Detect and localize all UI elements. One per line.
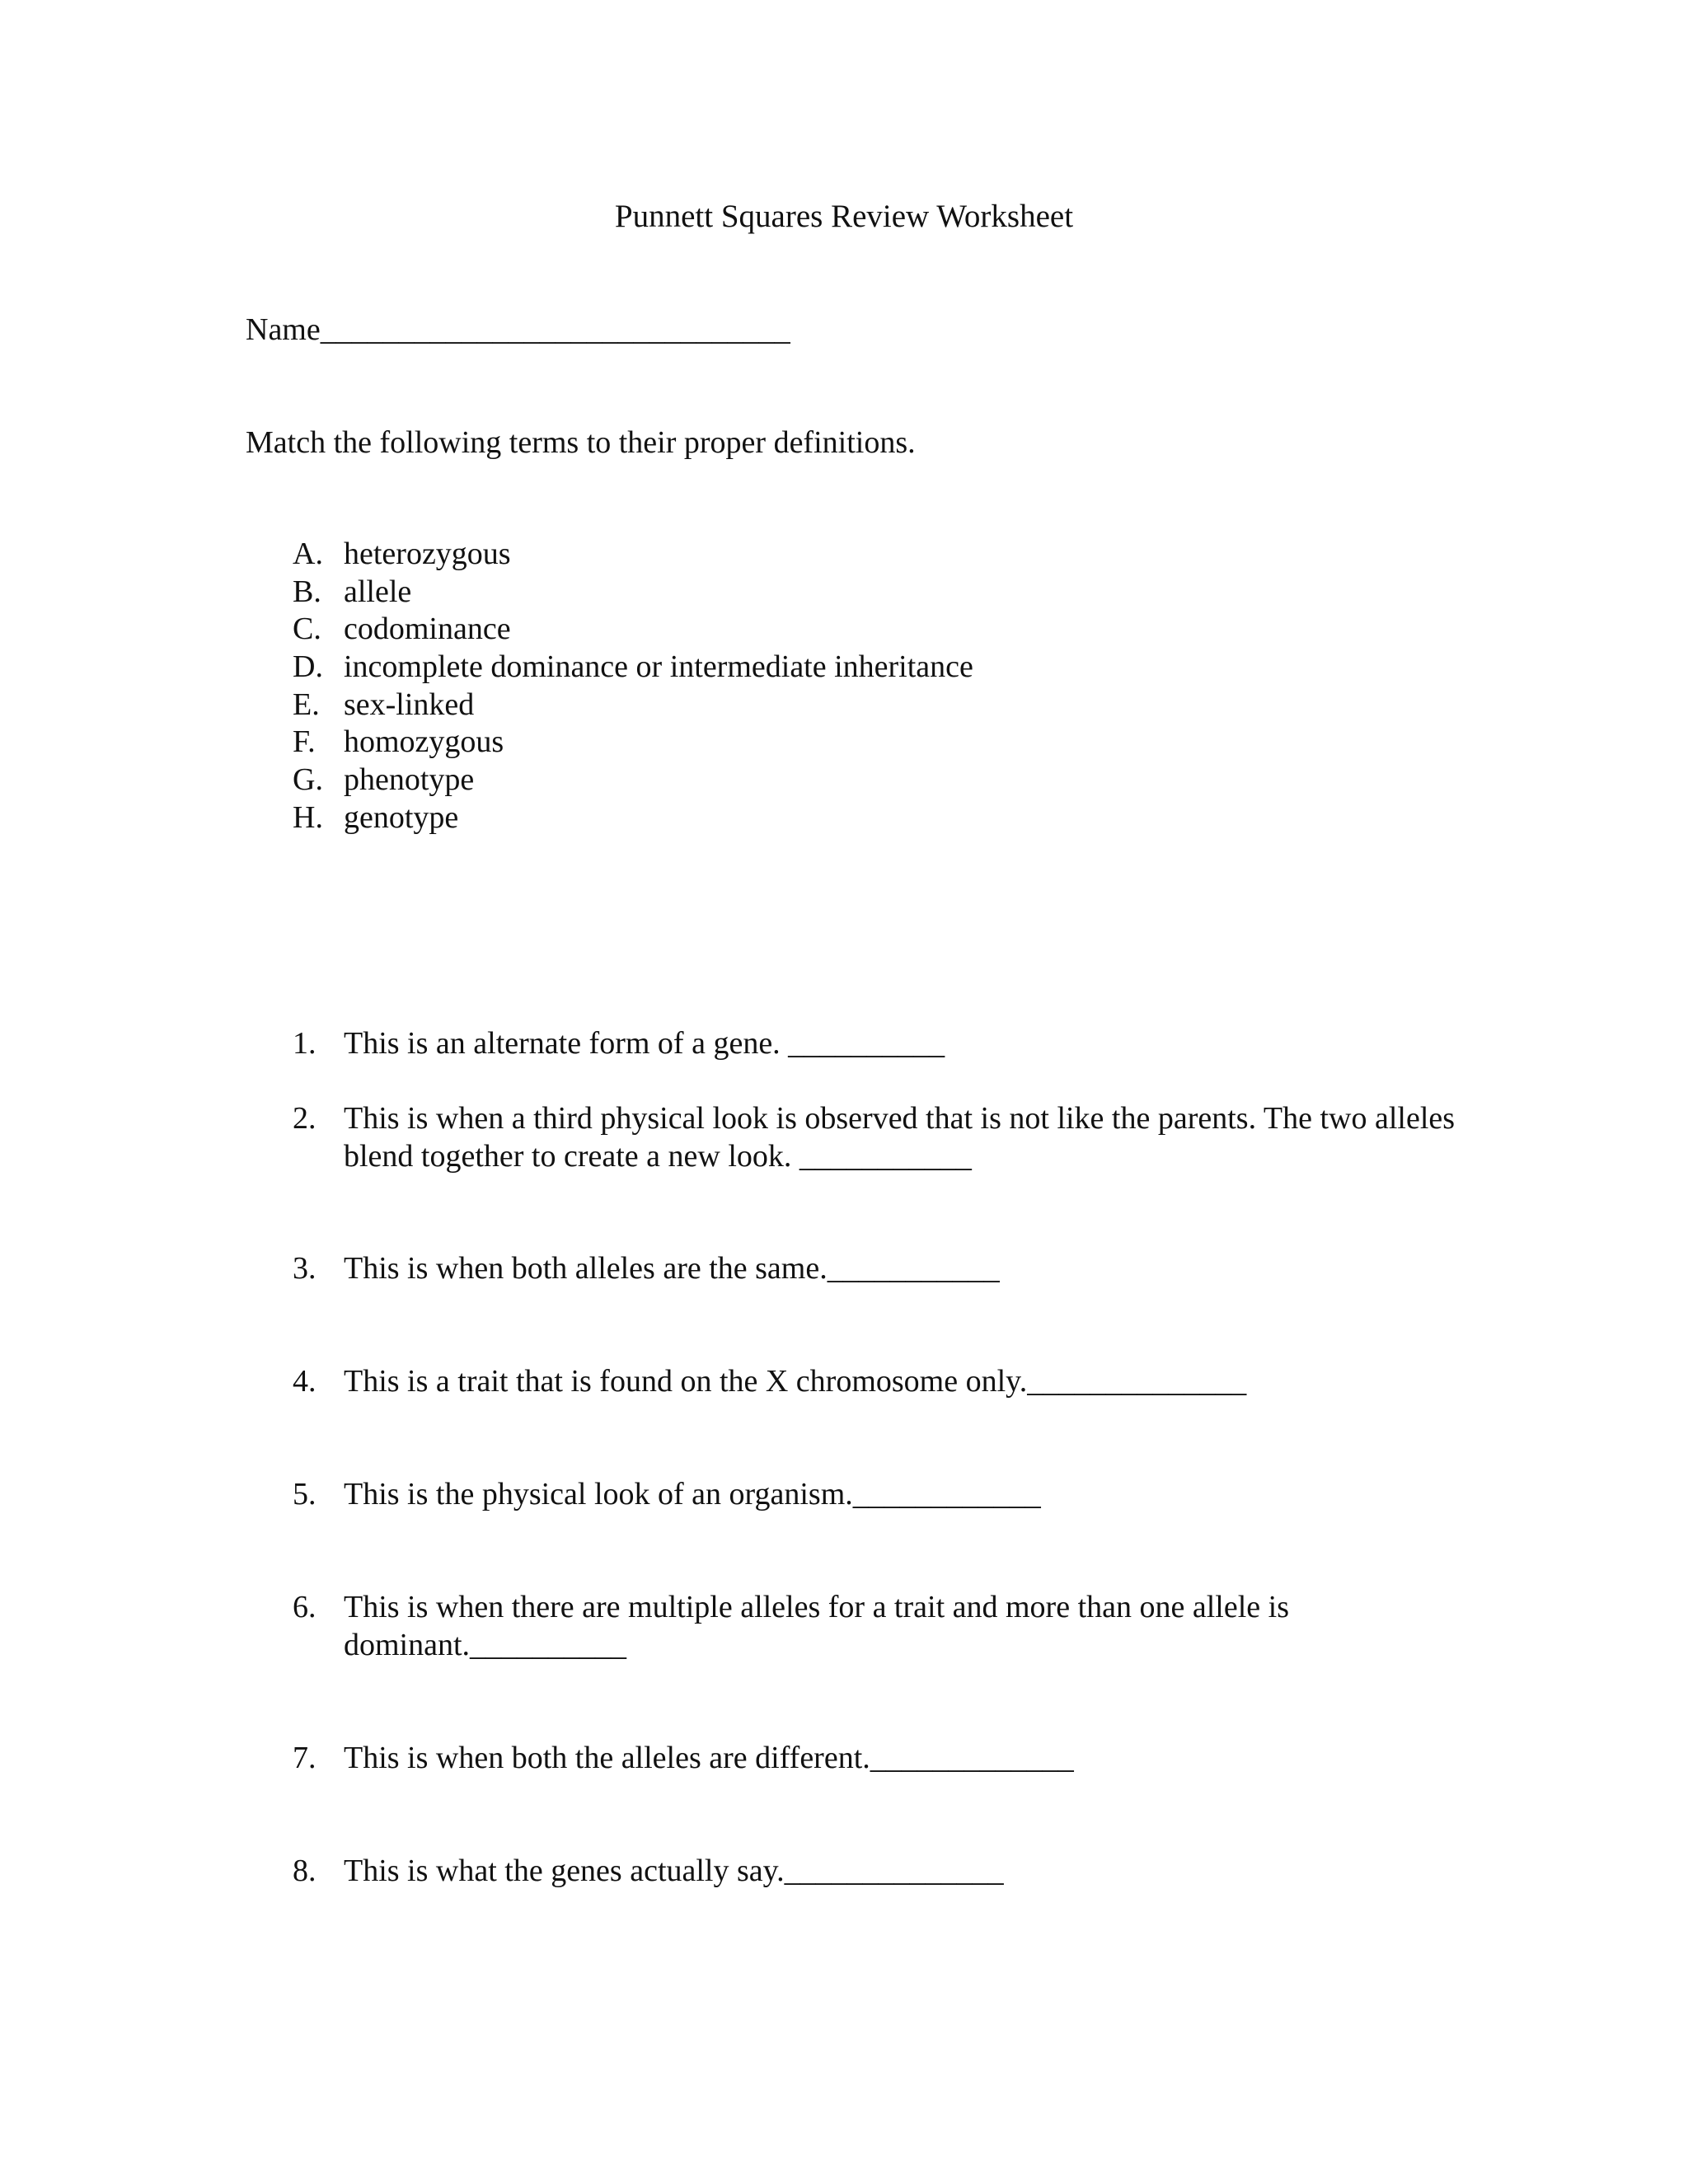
term-item-e — [293, 686, 474, 724]
term-text: codominance — [344, 612, 511, 646]
term-letter: C. — [293, 612, 321, 646]
question-number: 5. — [293, 1477, 316, 1511]
question-number: 3. — [293, 1251, 316, 1286]
term-text: phenotype — [344, 762, 475, 797]
page-title: Punnett Squares Review Worksheet — [614, 199, 1074, 234]
question-number: 7. — [293, 1741, 316, 1775]
term-text: homozygous — [344, 724, 504, 759]
question-text: This is when both the alleles are different._____________ — [344, 1741, 1074, 1775]
term-letter: E. — [293, 687, 320, 722]
question-text: This is a trait that is found on the X chromosome only.______________ — [344, 1364, 1247, 1399]
name-field[interactable]: Name______________________________ — [246, 312, 790, 347]
question-text: This is the physical look of an organism.____________ — [344, 1477, 1041, 1511]
term-item-d — [293, 648, 973, 686]
question-text: This is what the genes actually say.______________ — [344, 1854, 1004, 1888]
term-item-h — [293, 799, 458, 837]
question-number: 1. — [293, 1026, 316, 1061]
question-number: 8. — [293, 1854, 316, 1888]
question-text: This is when a third physical look is observed that is not like the parents. The two alleles blend together to create a new look. ___________ — [344, 1101, 1456, 1174]
term-letter: H. — [293, 800, 323, 835]
term-item-b — [293, 573, 411, 611]
term-item-a — [293, 535, 511, 573]
term-text: allele — [344, 574, 412, 609]
term-letter: F. — [293, 724, 316, 759]
question-number: 2. — [293, 1101, 316, 1136]
term-text: heterozygous — [344, 537, 511, 571]
question-text: This is when both alleles are the same.___________ — [344, 1251, 1000, 1286]
term-item-c — [293, 610, 511, 648]
term-letter: A. — [293, 537, 323, 571]
term-item-g — [293, 761, 474, 799]
question-number: 6. — [293, 1590, 316, 1624]
question-number: 4. — [293, 1364, 316, 1399]
instructions: Match the following terms to their proper definitions. — [246, 425, 916, 460]
term-letter: B. — [293, 574, 321, 609]
term-text: genotype — [344, 800, 459, 835]
question-text: This is an alternate form of a gene. __________ — [344, 1026, 945, 1061]
term-letter: G. — [293, 762, 323, 797]
term-text: incomplete dominance or intermediate inheritance — [344, 649, 973, 684]
term-letter: D. — [293, 649, 323, 684]
term-text: sex-linked — [344, 687, 475, 722]
term-item-f — [293, 723, 504, 761]
question-text: This is when there are multiple alleles for a trait and more than one allele is dominant.__________ — [344, 1590, 1289, 1662]
